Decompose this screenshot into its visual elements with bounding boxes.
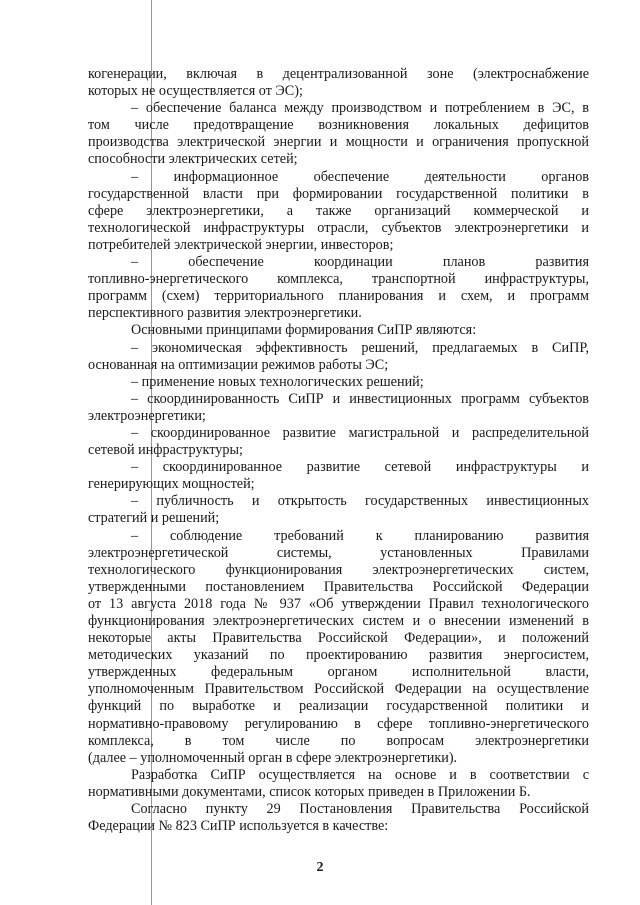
text-line: способности электрических сетей;	[88, 151, 298, 168]
text-line: – обеспечение координации планов развития	[131, 254, 589, 271]
text-line: стратегий и решений;	[88, 510, 220, 527]
text-line: технологического функционирования электроэнергетических систем,	[88, 561, 589, 578]
text-line: утвержденных федеральным органом исполнительной власти,	[88, 664, 589, 681]
text-line: некоторые акты Правительства Российской Федерации», и положений	[88, 630, 589, 647]
text-line: функционирования электроэнергетических систем и о внесении изменений в	[88, 613, 589, 629]
text-line: государственной власти при формировании государственной политики в	[88, 185, 589, 202]
text-line: сфере электроэнергетики, а также организаций коммерческой и	[88, 202, 589, 219]
text-line: нормативными документами, список которых приведен в Приложении Б.	[88, 783, 531, 800]
text-line: том числе предотвращение возникновения локальных дефицитов	[88, 117, 589, 134]
text-line: Разработка СиПР осуществляется на основе и в соответствии с	[131, 766, 589, 783]
document-body	[88, 66, 589, 835]
text-line: основанная на оптимизации режимов работы ЭС;	[88, 356, 389, 373]
text-line: – применение новых технологических решений;	[131, 373, 424, 390]
text-line: – публичность и открытость государственных инвестиционных	[131, 493, 589, 510]
text-line: методических указаний по проектированию развития энергосистем,	[88, 647, 589, 664]
text-line: Основными принципами формирования СиПР являются:	[131, 322, 477, 339]
text-line: производства электрической энергии и мощности и ограничения пропускной	[88, 134, 589, 151]
text-line: комплекса, в том числе по вопросам электроэнергетики	[88, 732, 589, 749]
page-number: 2	[316, 860, 324, 875]
text-line: – экономическая эффективность решений, предлагаемых в СиПР,	[131, 339, 589, 356]
text-line: перспективного развития электроэнергетики.	[88, 305, 362, 322]
text-line: – обеспечение баланса между производством и потреблением в ЭС, в	[131, 100, 589, 117]
text-line: электроэнергетики;	[88, 407, 206, 424]
text-line: – информационное обеспечение деятельности органов	[131, 168, 589, 185]
text-line: технологической инфраструктуры отрасли, субъектов электроэнергетики и	[88, 219, 589, 236]
text-line: которых не осуществляется от ЭС);	[88, 83, 303, 100]
text-line: – соблюдение требований к планированию развития	[131, 527, 589, 544]
text-line: (далее – уполномоченный орган в сфере электроэнергетики).	[88, 749, 458, 766]
text-line: функций по выработке и реализации государственной политики и	[88, 698, 589, 715]
text-line: потребителей электрической энергии, инвесторов;	[88, 236, 394, 253]
text-line: уполномоченным Правительством Российской Федерации на осуществление	[88, 681, 589, 698]
text-line: Федерации № 823 СиПР используется в качестве:	[88, 818, 389, 835]
text-line: – скоординированность СиПР и инвестиционных программ субъектов	[131, 390, 589, 407]
text-line: сетевой инфраструктуры;	[88, 442, 243, 459]
text-line: утвержденными постановлением Правительства Российской Федерации	[88, 578, 589, 595]
text-line: – скоординированное развитие сетевой инфраструктуры и	[131, 459, 589, 476]
text-line: топливно-энергетического комплекса, транспортной инфраструктуры,	[88, 271, 589, 288]
text-line: генерирующих мощностей;	[88, 476, 255, 493]
text-line: Согласно пункту 29 Постановления Правительства Российской	[131, 801, 589, 818]
text-line: программ (схем) территориального планирования и схем, и программ	[88, 288, 589, 305]
text-line: нормативно-правовому регулированию в сфере топливно-энергетического	[88, 715, 589, 732]
text-line: когенерации, включая в децентрализованной зоне (электроснабжение	[88, 66, 589, 82]
text-line: – скоординированное развитие магистральной и распределительной	[131, 424, 589, 441]
text-line: от 13 августа 2018 года № 937 «Об утверждении Правил технологического	[88, 595, 589, 612]
text-line: электроэнергетической системы, установленных Правилами	[88, 544, 589, 561]
